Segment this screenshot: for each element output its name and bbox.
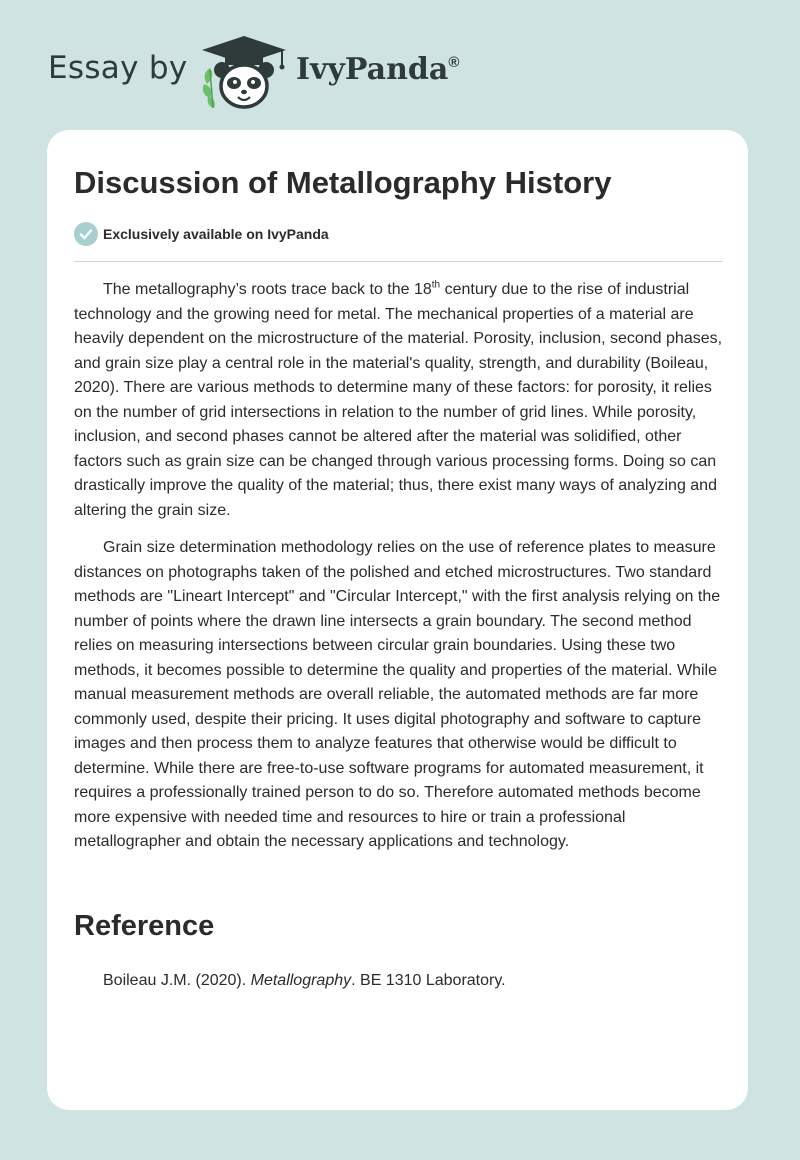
essay-title: Discussion of Metallography History (74, 165, 612, 200)
paragraph-2: Grain size determination methodology relies on the use of reference plates to measure distances on photographs taken of the polished and etched microstructures. Two standard methods are "Lineart Intercept" and "Circular Intercept," with the first analysis relying on the number of points where the drawn line intersects a grain boundary. The second method relies on measuring intersections between circular grain boundaries. Using these two methods, it becomes possible to determine the quality and properties of the material. While manual measurement methods are overall reliable, the automated methods are far more commonly used, despite their pricing. It uses digital photography and software to capture images and then process them to analyze features that otherwise would be difficult to determine. While there are free-to-use software programs for automated measurement, it requires a professionally trained person to do so. Therefore automated methods become more expensive with needed time and resources to hire or train a professional metallographer and obtain the necessary applications and technology. (74, 539, 721, 850)
reference-entry (103, 972, 506, 990)
exclusive-badge (74, 222, 329, 246)
ordinal-suffix: th (431, 279, 441, 291)
paragraph-1-start: The metallography’s roots trace back to the 18 (103, 281, 432, 298)
check-icon (74, 222, 98, 246)
exclusive-label: Exclusively available on IvyPanda (103, 226, 329, 242)
essay-by-label: Essay by (48, 50, 188, 86)
registered-mark: ® (448, 54, 460, 71)
site-header (0, 0, 800, 130)
brand-name[interactable] (296, 52, 459, 87)
paragraph-1-rest: century due to the rise of industrial technology and the growing need for metal. The mechanical properties of a material are heavily dependent on the microstructure of the material. Porosity, inclusion, second phases, and grain size play a central role in the material's quality, strength, and durability (Boileau, 2020). There are various methods to determine many of these factors: for porosity, it relies on the number of grid intersections in relation to the number of grid lines. While porosity, inclusion, and second phases cannot be altered after the material was solidified, other factors such as grain size can be changed through various processing forms. Doing so can drastically improve the quality of the material; thus, there exist many ways of analyzing and altering the grain size. (74, 281, 723, 519)
essay-card (47, 130, 748, 1110)
reference-work-title: Metallography (250, 972, 352, 989)
panda-graduation-cap-icon[interactable] (198, 34, 290, 110)
essay-body (74, 278, 728, 868)
paragraph-1 (74, 278, 728, 523)
reference-publisher: . BE 1310 Laboratory. (351, 972, 506, 989)
reference-heading: Reference (74, 910, 215, 942)
brand-text: IvyPanda (296, 52, 449, 87)
divider (74, 261, 723, 262)
reference-authors-year: Boileau J.M. (2020). (103, 972, 251, 989)
